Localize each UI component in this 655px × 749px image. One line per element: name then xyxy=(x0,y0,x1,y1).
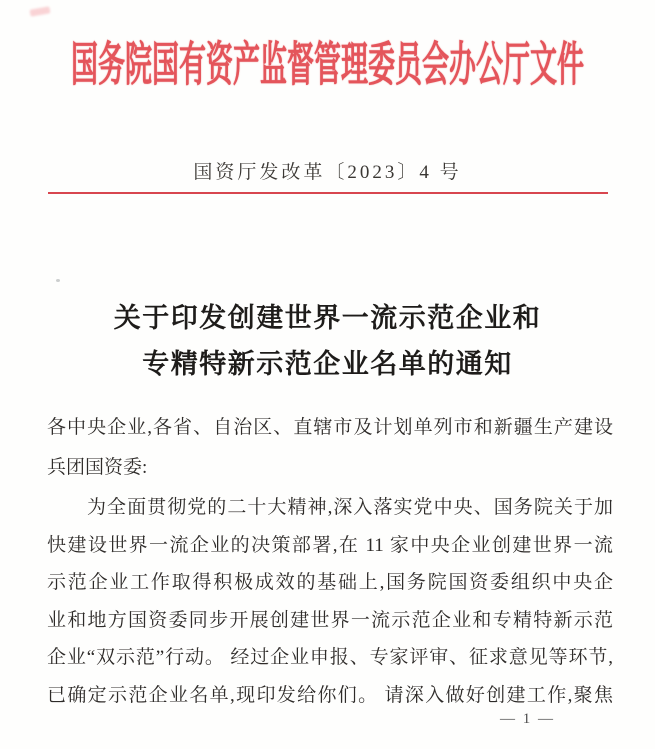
document-title-line2: 专精特新示范企业名单的通知 xyxy=(142,349,513,379)
body-line: 业和地方国资委同步开展创建世界一流示范企业和专精特新示范 xyxy=(47,609,613,631)
document-title xyxy=(0,295,655,387)
body-line: 为全面贯彻党的二十大精神,深入落实党中央、国务院关于加 xyxy=(87,497,613,518)
body-paragraph xyxy=(47,489,613,715)
addressee-line: 兵团国资委: xyxy=(47,457,148,478)
addressee-block xyxy=(47,408,613,488)
body-line: 企业“双示范”行动。 经过企业申报、专家评审、征求意见等环节, xyxy=(47,647,613,669)
document-header-banner xyxy=(0,16,655,104)
page-number: — 1 — xyxy=(500,711,555,727)
red-divider-line xyxy=(48,192,608,194)
document-number: 国资厅发改革〔2023〕4 号 xyxy=(193,162,462,183)
body-line: 快建设世界一流企业的决策部署,在 11 家中央企业创建世界一流 xyxy=(47,534,613,556)
body-line: 已确定示范企业名单,现印发给你们。 请深入做好创建工作,聚焦 xyxy=(47,684,613,706)
addressee-line: 各中央企业,各省、自治区、直辖市及计划单列市和新疆生产建设 xyxy=(47,417,613,438)
issuing-authority-title: 国务院国有资产监督管理委员会办公厅文件 xyxy=(71,38,584,91)
document-title-line1: 关于印发创建世界一流示范企业和 xyxy=(113,303,542,333)
body-line: 示范企业工作取得积极成效的基础上,国务院国资委组织中央企 xyxy=(47,572,613,594)
scan-artifact-dot xyxy=(56,279,60,282)
